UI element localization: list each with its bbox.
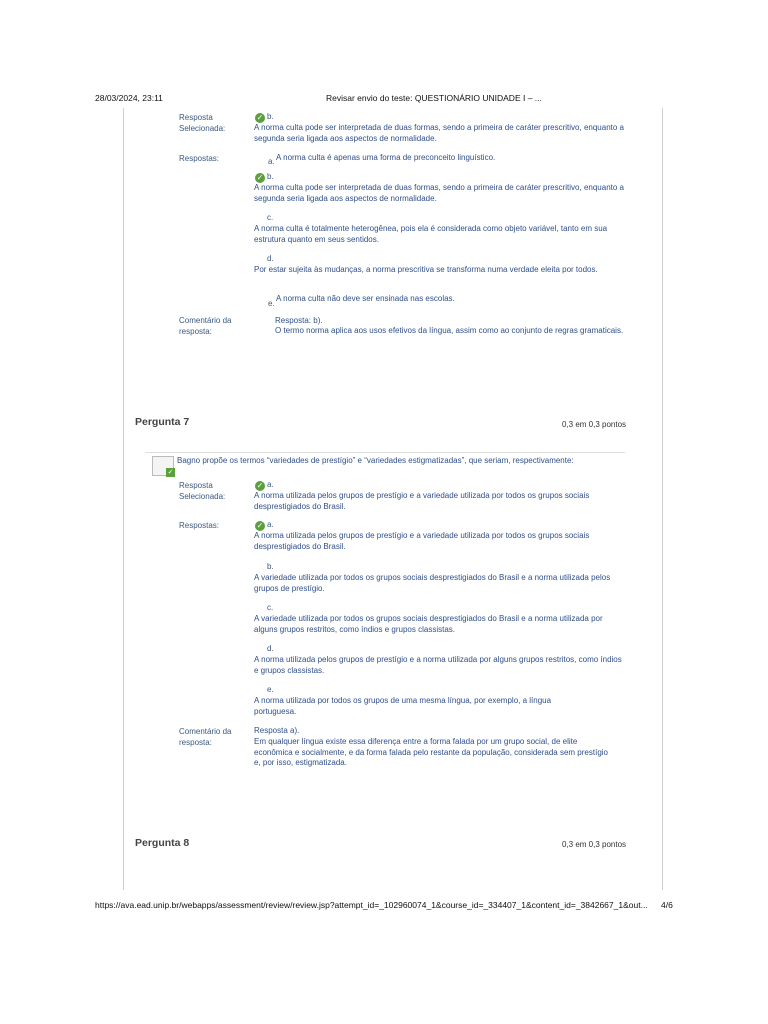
comment-text: Em qualquer língua existe essa diferença entre a forma falada por um grupo social, de elite econômica e socialmente, e da forma falada pelo restante da população, considerada sem prestígio e, por isso, estigmatizada. xyxy=(254,737,608,767)
option-text-b: A norma culta pode ser interpretada de duas formas, sendo a primeira de caráter prescritivo, enquanto a segunda seria ligada aos aspectos de normalidade. xyxy=(254,183,624,203)
print-datetime: 28/03/2024, 23:11 xyxy=(95,93,163,103)
comment-title: Resposta: b). xyxy=(275,316,323,325)
answers-label: Respostas: xyxy=(179,154,220,163)
option-letter-b: b. xyxy=(267,172,274,181)
page-number: 4/6 xyxy=(661,900,673,910)
selected-letter: a. xyxy=(267,480,274,489)
correct-check-icon: ✓ xyxy=(256,481,264,490)
option-letter-a: a. xyxy=(267,520,274,529)
option-text-c: A norma culta é totalmente heterogênea, pois ela é considerada como objeto variável, tanto em sua estrutura quanto em seus sentidos. xyxy=(254,224,608,244)
selected-letter: b. xyxy=(267,112,274,121)
answer-comment-label: Comentário da resposta: xyxy=(179,316,232,336)
option-letter-c: c. xyxy=(267,603,274,612)
option-letter-c: c. xyxy=(267,213,274,222)
question-text: Bagno propõe os termos “variedades de prestígio” e “variedades estigmatizadas”, que seriam, respectivamente: xyxy=(177,456,574,465)
option-text-e: A norma utilizada por todos os grupos de uma mesma língua, por exemplo, a língua portuguesa. xyxy=(254,696,552,716)
option-letter-b: b. xyxy=(267,562,274,571)
comment-title: Resposta a). xyxy=(254,726,300,735)
page-url: https://ava.ead.unip.br/webapps/assessment/review/review.jsp?attempt_id=_102960074_1&course_id=_334407_1&content_id=_3842667_1&out... xyxy=(95,900,648,910)
correct-check-icon: ✓ xyxy=(256,521,264,530)
option-text-b: A variedade utilizada por todos os grupos sociais desprestigiados do Brasil e a norma utilizada pelos grupos de prestígio. xyxy=(254,573,611,593)
question-title: Pergunta 7 xyxy=(135,416,190,428)
question-score: 0,3 em 0,3 pontos xyxy=(562,840,627,849)
selected-answer-text: A norma utilizada pelos grupos de prestígio e a variedade utilizada por todos os grupos sociais desprestigiados do Brasil. xyxy=(254,491,590,511)
option-text-d: Por estar sujeita às mudanças, a norma prescritiva se transforma numa verdade eleita por todos. xyxy=(254,265,598,274)
option-letter-d: d. xyxy=(267,644,274,653)
option-letter-e: e. xyxy=(267,685,274,694)
selected-answer-label: Resposta Selecionada: xyxy=(179,113,226,133)
option-text-a: A norma culta é apenas uma forma de preconceito linguístico. xyxy=(276,153,496,162)
option-letter-e: e. xyxy=(268,299,275,308)
question-status-icon: ✓ xyxy=(152,456,174,476)
answers-label: Respostas: xyxy=(179,521,220,530)
option-text-d: A norma utilizada pelos grupos de prestígio e a norma utilizada por alguns grupos restritos, como índios e grupos classistas. xyxy=(254,655,622,675)
question-score: 0,3 em 0,3 pontos xyxy=(562,420,627,429)
page-title: Revisar envio do teste: QUESTIONÁRIO UNIDADE I – ... xyxy=(326,93,542,103)
comment-text: O termo norma aplica aos usos efetivos da língua, assim como ao conjunto de regras gramaticais. xyxy=(275,326,624,335)
divider xyxy=(145,452,625,453)
question-title: Pergunta 8 xyxy=(135,837,190,849)
correct-check-icon: ✓ xyxy=(256,113,264,122)
option-letter-a: a. xyxy=(268,157,275,166)
correct-check-icon: ✓ xyxy=(256,173,264,182)
option-text-e: A norma culta não deve ser ensinada nas escolas. xyxy=(276,294,455,303)
answer-comment-label: Comentário da resposta: xyxy=(179,727,232,747)
option-text-c: A variedade utilizada por todos os grupos sociais desprestigiados do Brasil e a norma utilizada por alguns grupos restritos, como índios e grupos classistas. xyxy=(254,614,603,634)
option-letter-d: d. xyxy=(267,254,274,263)
selected-answer-label: Resposta Selecionada: xyxy=(179,481,226,501)
selected-answer-text: A norma culta pode ser interpretada de duas formas, sendo a primeira de caráter prescritivo, enquanto a segunda seria ligada aos aspectos de normalidade. xyxy=(254,123,624,143)
option-text-a: A norma utilizada pelos grupos de prestígio e a variedade utilizada por todos os grupos sociais desprestigiados do Brasil. xyxy=(254,531,590,551)
